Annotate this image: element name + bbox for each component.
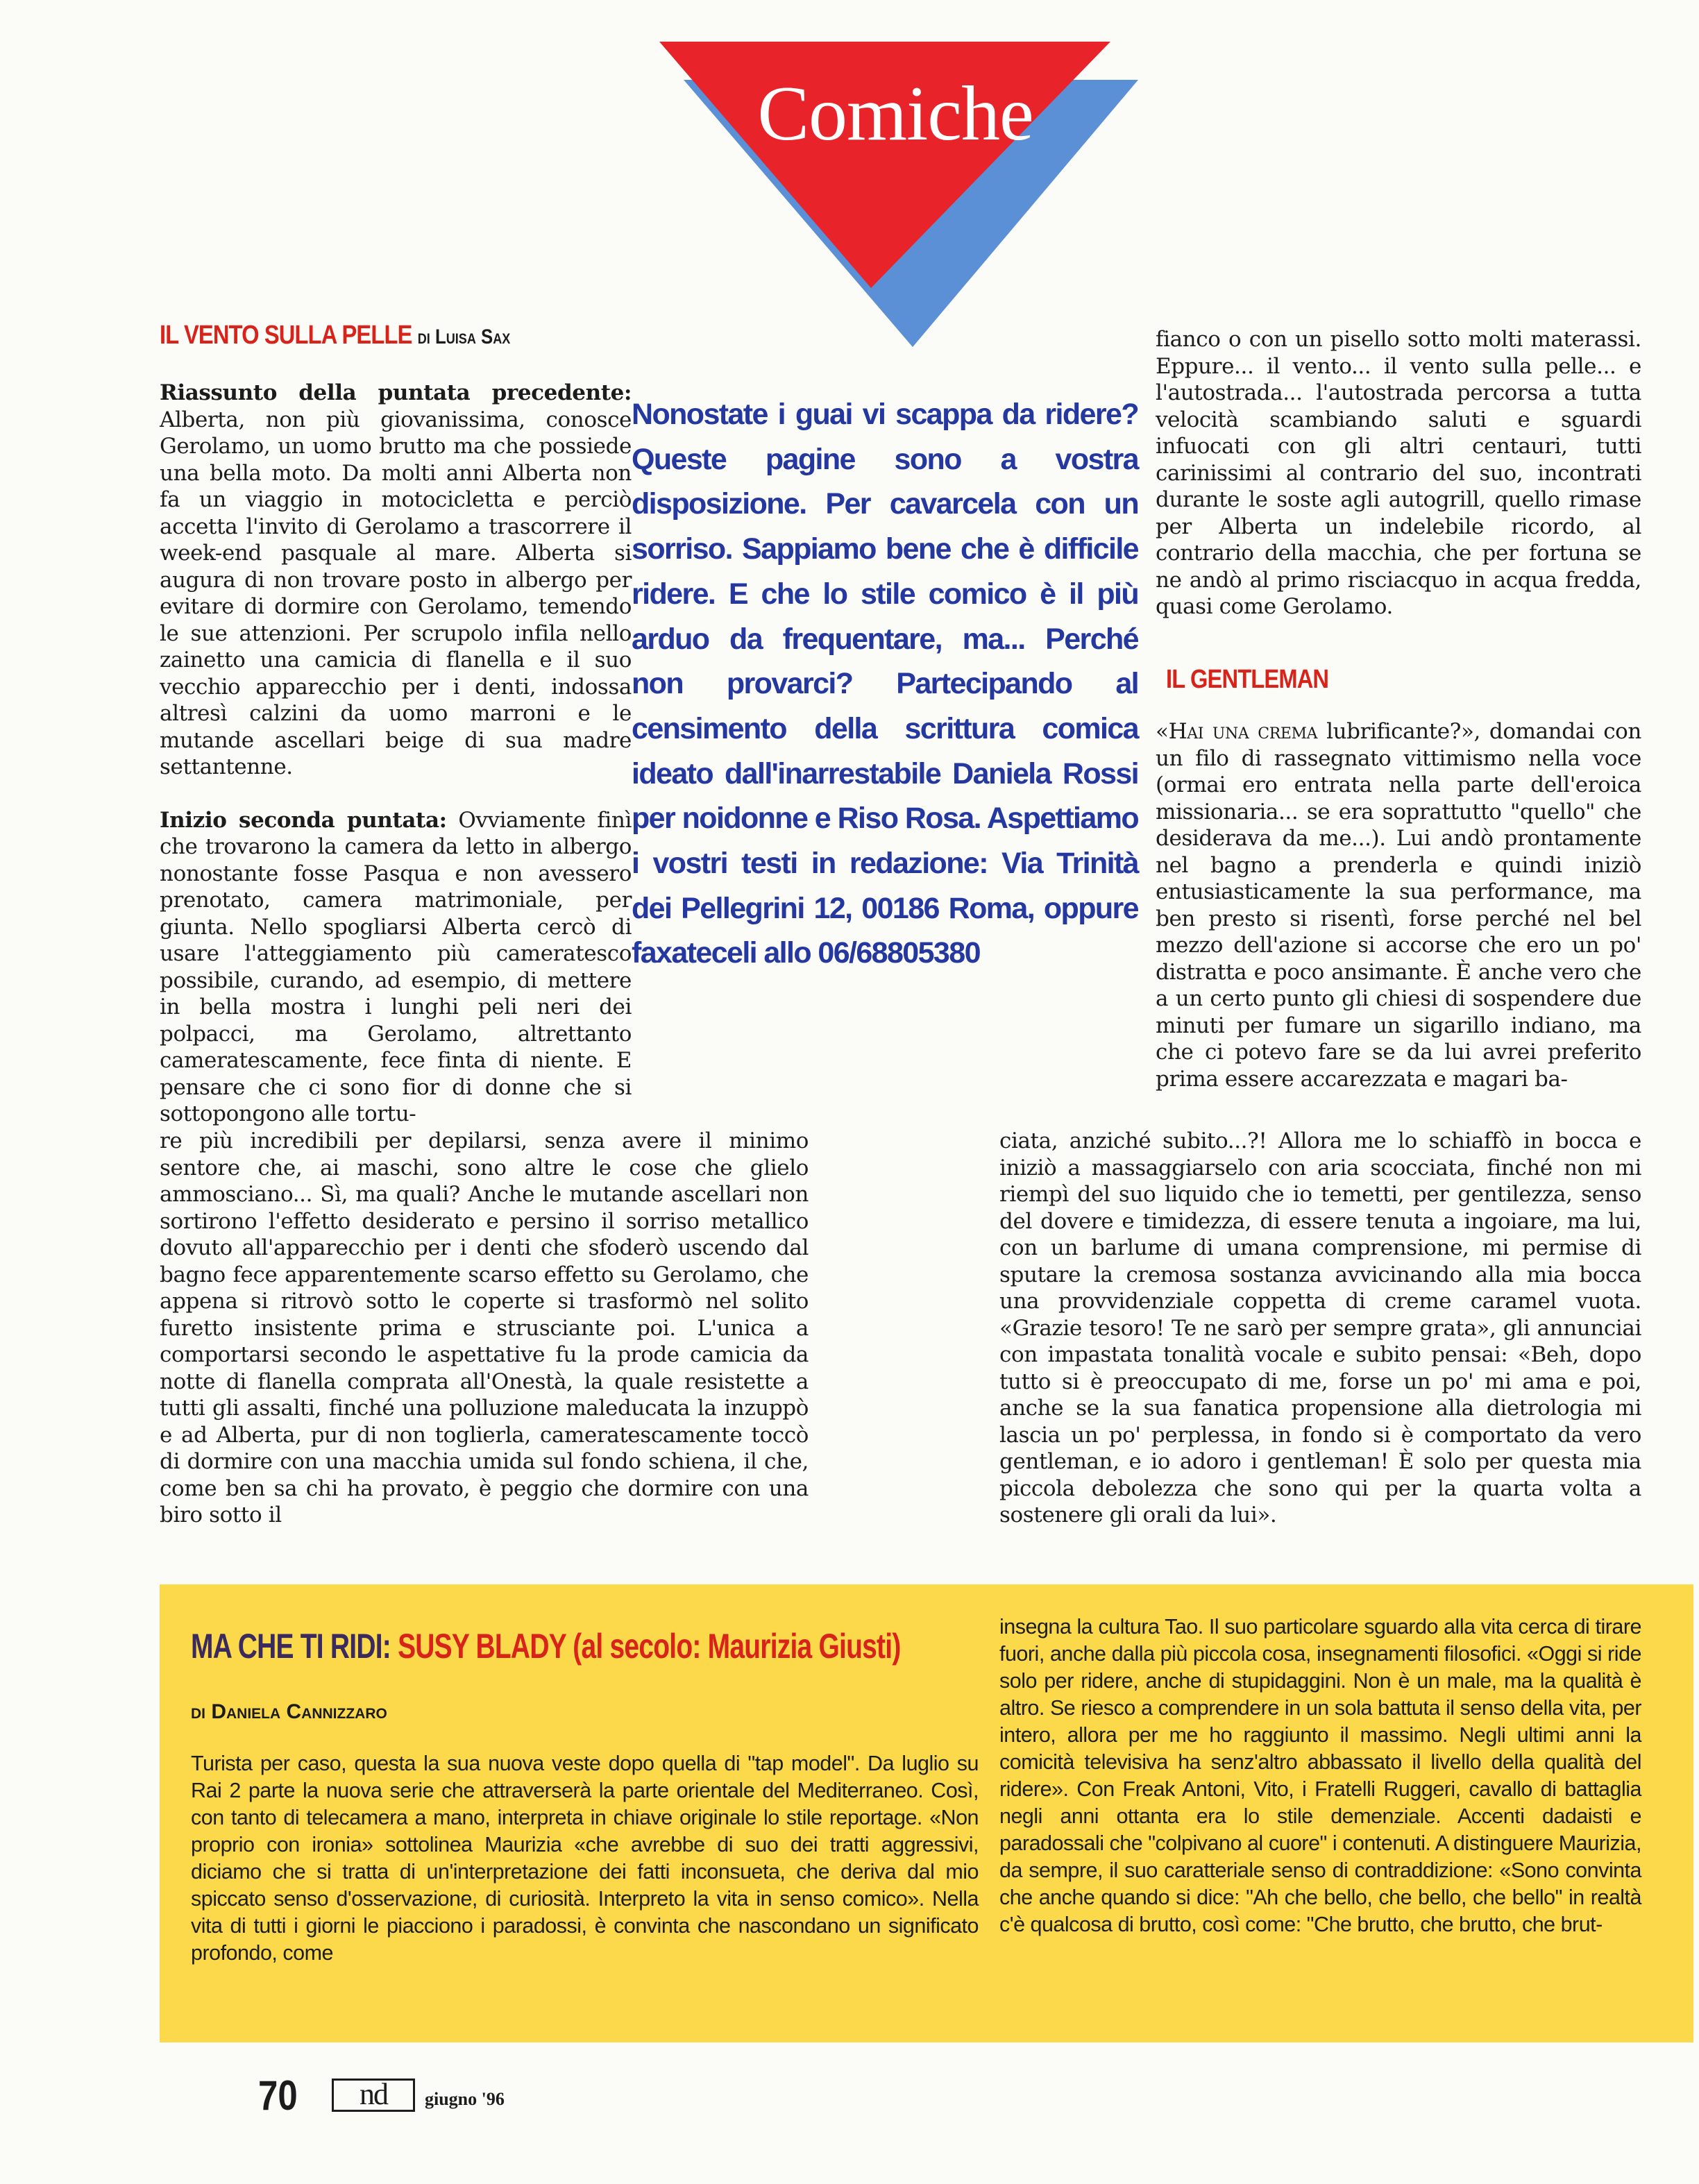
article-column-right: fianco o con un pisello sotto molti materassi. Eppure... il vento... il vento sulla pelle... e l'autostrada... l'autostrada percorsa a tutta velocità scambiando saluti e sguardi infuocati con gli altri centauri, tutti carinissimi al contrario del suo, incontrati durante le soste agli autogrill, quello rimase per Alberta un indelebile ricordo, al contrario della macchia, che per fortuna se ne andò al primo risciacquo in acqua fredda, quasi come Gerolamo. bbox=[1156, 327, 1641, 619]
interview-title bbox=[191, 1626, 901, 1666]
article2-quote-start: «Hai una crema bbox=[1156, 719, 1318, 744]
summary-text: Alberta, non più giovanissima, conosce Gerolamo, un uomo brutto ma che possiede una bella moto. Da molti anni Alberta non fa un viaggio in motocicletta e perciò accetta l'invito di Gerolamo a trascorrere il week-end pasquale al mare. Alberta si augura di non trovare posto in albergo per evitare di dormire con Gerolamo, temendo le sue attenzioni. Per scrupolo infila nello zainetto una camicia di flanella e il suo vecchio apparecchio per i denti, indossa altresì calzini da uomo marroni e le mutande ascellari beige di sua madre settantenne. bbox=[160, 407, 632, 779]
article2-title: IL GENTLEMAN bbox=[1166, 665, 1329, 694]
article-title-text: IL VENTO SULLA PELLE bbox=[160, 321, 412, 350]
article-column-left bbox=[160, 380, 632, 1128]
interview-byline: di Daniela Cannizzaro bbox=[191, 1700, 387, 1723]
article2-text bbox=[1156, 718, 1641, 1092]
interview-title-part2: SUSY BLADY (al secolo: Maurizia Giusti) bbox=[398, 1627, 901, 1666]
interview-title-part1: MA CHE TI RIDI: bbox=[191, 1627, 391, 1666]
interview-text-right: insegna la cultura Tao. Il suo particolare sguardo alla vita cerca di tirare fuori, anche dalla più piccola cosa, insegnamenti filosofici. «Oggi si ride solo per ridere, anche di stupidaggini. Non è un male, ma la qualità è altro. Se riesco a comprendere in un sola battuta il senso della vita, per intero, allora per me ho raggiunto il massimo. Negli ultimi anni la comicità televisiva ha senz'altro abbassato il livello della qualità del ridere». Con Freak Antoni, Vito, i Fratelli Ruggeri, cavallo di battaglia negli anni ottanta era lo stile demenziale. Accenti dadaisti e paradossali che "colpivano al cuore" i contenuti. A distinguere Maurizia, da sempre, il suo caratteriale senso di contraddizione: «Sono convinta che anche quando si dice: "Ah che bello, che bello, che bello" in realtà c'è qualcosa di brutto, così come: "Che brutto, che brutto, che brut- bbox=[999, 1615, 1641, 1936]
section-title: Comiche bbox=[757, 71, 1033, 157]
article-title bbox=[160, 321, 510, 350]
magazine-logo: nd bbox=[332, 2079, 415, 2112]
article-byline: di Luisa Sax bbox=[417, 325, 511, 348]
second-part-label: Inizio seconda puntata: bbox=[160, 807, 447, 833]
interview-text-left: Turista per caso, questa la sua nuova veste dopo quella di "tap model". Da luglio su Rai 2 parte la nuova serie che attraverserà la parte orientale del Mediterraneo. Così, con tanto di telecamera a mano, interpreta in chiave originale lo stile reportage. «Non proprio con ironia» sottolinea Maurizia «che avrebbe di suo dei tratti aggressivi, diciamo che si tratta di un'interpretazione dei fatti inconsueta, che deriva dal mio spiccato senso d'osservazione, di curiosità. Interpreto la vita in senso comico». Nella vita di tutti i giorni le piacciono i paradossi, è convinta che nascondano un significato profondo, come bbox=[191, 1752, 979, 1965]
second-part-text: Ovviamente finì che trovarono la camera da letto in albergo nonostante fosse Pasqua e non avessero prenotato, camera matrimoniale, per giunta. Nello spogliarsi Alberta cercò di usare l'atteggiamento più cameratesco possibile, curando, ad esempio, di mettere in bella mostra i lunghi peli neri dei polpacci, ma Gerolamo, altrettanto cameratescamente, fece finta di niente. E pensare che ci sono fior di donne che si sottopongono alle tortu- bbox=[160, 807, 632, 1126]
call-for-submissions: Nonostate i guai vi scappa da ridere? Queste pagine sono a vostra disposizione. Per cavarcela con un sorriso. Sappiamo bene che è difficile ridere. E che lo stile comico è il più arduo da frequentare, ma... Perché non provarci? Partecipando al censimento della scrittura comica ideato dall'inarrestabile Daniela Rossi per noidonne e Riso Rosa. Aspettiamo i vostri testi in redazione: Via Trinità dei Pellegrini 12, 00186 Roma, oppure faxateceli allo 06/68805380 bbox=[632, 398, 1138, 970]
article2-continuation: ciata, anziché subito...?! Allora me lo schiaffò in bocca e iniziò a massaggiarselo con aria scocciata, finché non mi riempì del suo liquido che io temetti, per gentilezza, senso del dovere e timidezza, di essere tenuta a ingoiare, ma lui, con un barlume di umana comprensione, mi permise di sputare la cremosa sostanza avvicinando alla mia bocca una provvidenziale coppetta di creme caramel vuota. «Grazie tesoro! Te ne sarò per sempre grata», gli annunciai con impastata tonalità vocale e subito pensai: «Beh, dopo tutto si è preoccupato di me, forse un po' mi ama e poi, anche se la sua fanatica propensione alla dietrologia mi lascia un po' perplessa, in fondo si è comportato da vero gentleman, e io adoro i gentleman! È solo per questa mia piccola debolezza che sono qui per la quarta volta a sostenere gli orali da lui». bbox=[999, 1128, 1641, 1527]
issue-date: giugno '96 bbox=[425, 2089, 505, 2109]
article-continuation: re più incredibili per depilarsi, senza avere il minimo sentore che, ai maschi, sono altre le cose che glielo ammosciano... Sì, ma quali? Anche le mutande ascellari non sortirono l'effetto desiderato e persino il sorriso metallico dovuto all'apparecchio per i denti che sfoderò uscendo dal bagno fece apparentemente scarso effetto su Gerolamo, che appena si ritrovò sotto le coperte si trasformò nel solito furetto insistente prima e strusciante poi. L'unica a comportarsi secondo le aspettative fu la prode camicia da notte di flanella comprata all'Onestà, la quale resistette a tutti gli assalti, finché una polluzione maleducata la inzuppò e ad Alberta, pur di non toglierla, cameratescamente toccò di dormire con una macchia umida sul fondo schiena, il che, come ben sa chi ha provato, è peggio che dormire con una biro sotto il bbox=[160, 1128, 809, 1527]
summary-label: Riassunto della puntata precedente: bbox=[160, 380, 632, 405]
page-number: 70 bbox=[258, 2072, 298, 2119]
article2-text-start: lubrificante?», domandai con un filo di rassegnato vittimismo nella voce (ormai ero entrata nella parte dell'eroica missionaria... se era soprattutto "quello" che desiderava da me...). Lui andò prontamente nel bagno a prenderla e quindi iniziò entusiasticamente la sua performance, ma ben presto si risentì, forse perché nel bel mezzo dell'azione si accorse che ero un po' distratta e poco ansimante. È anche vero che a un certo punto gli chiesi di sospendere due minuti per fumare un sigarillo indiano, ma che ci potevo fare se da lui avrei preferito prima essere accarezzata e magari ba- bbox=[1156, 719, 1641, 1092]
